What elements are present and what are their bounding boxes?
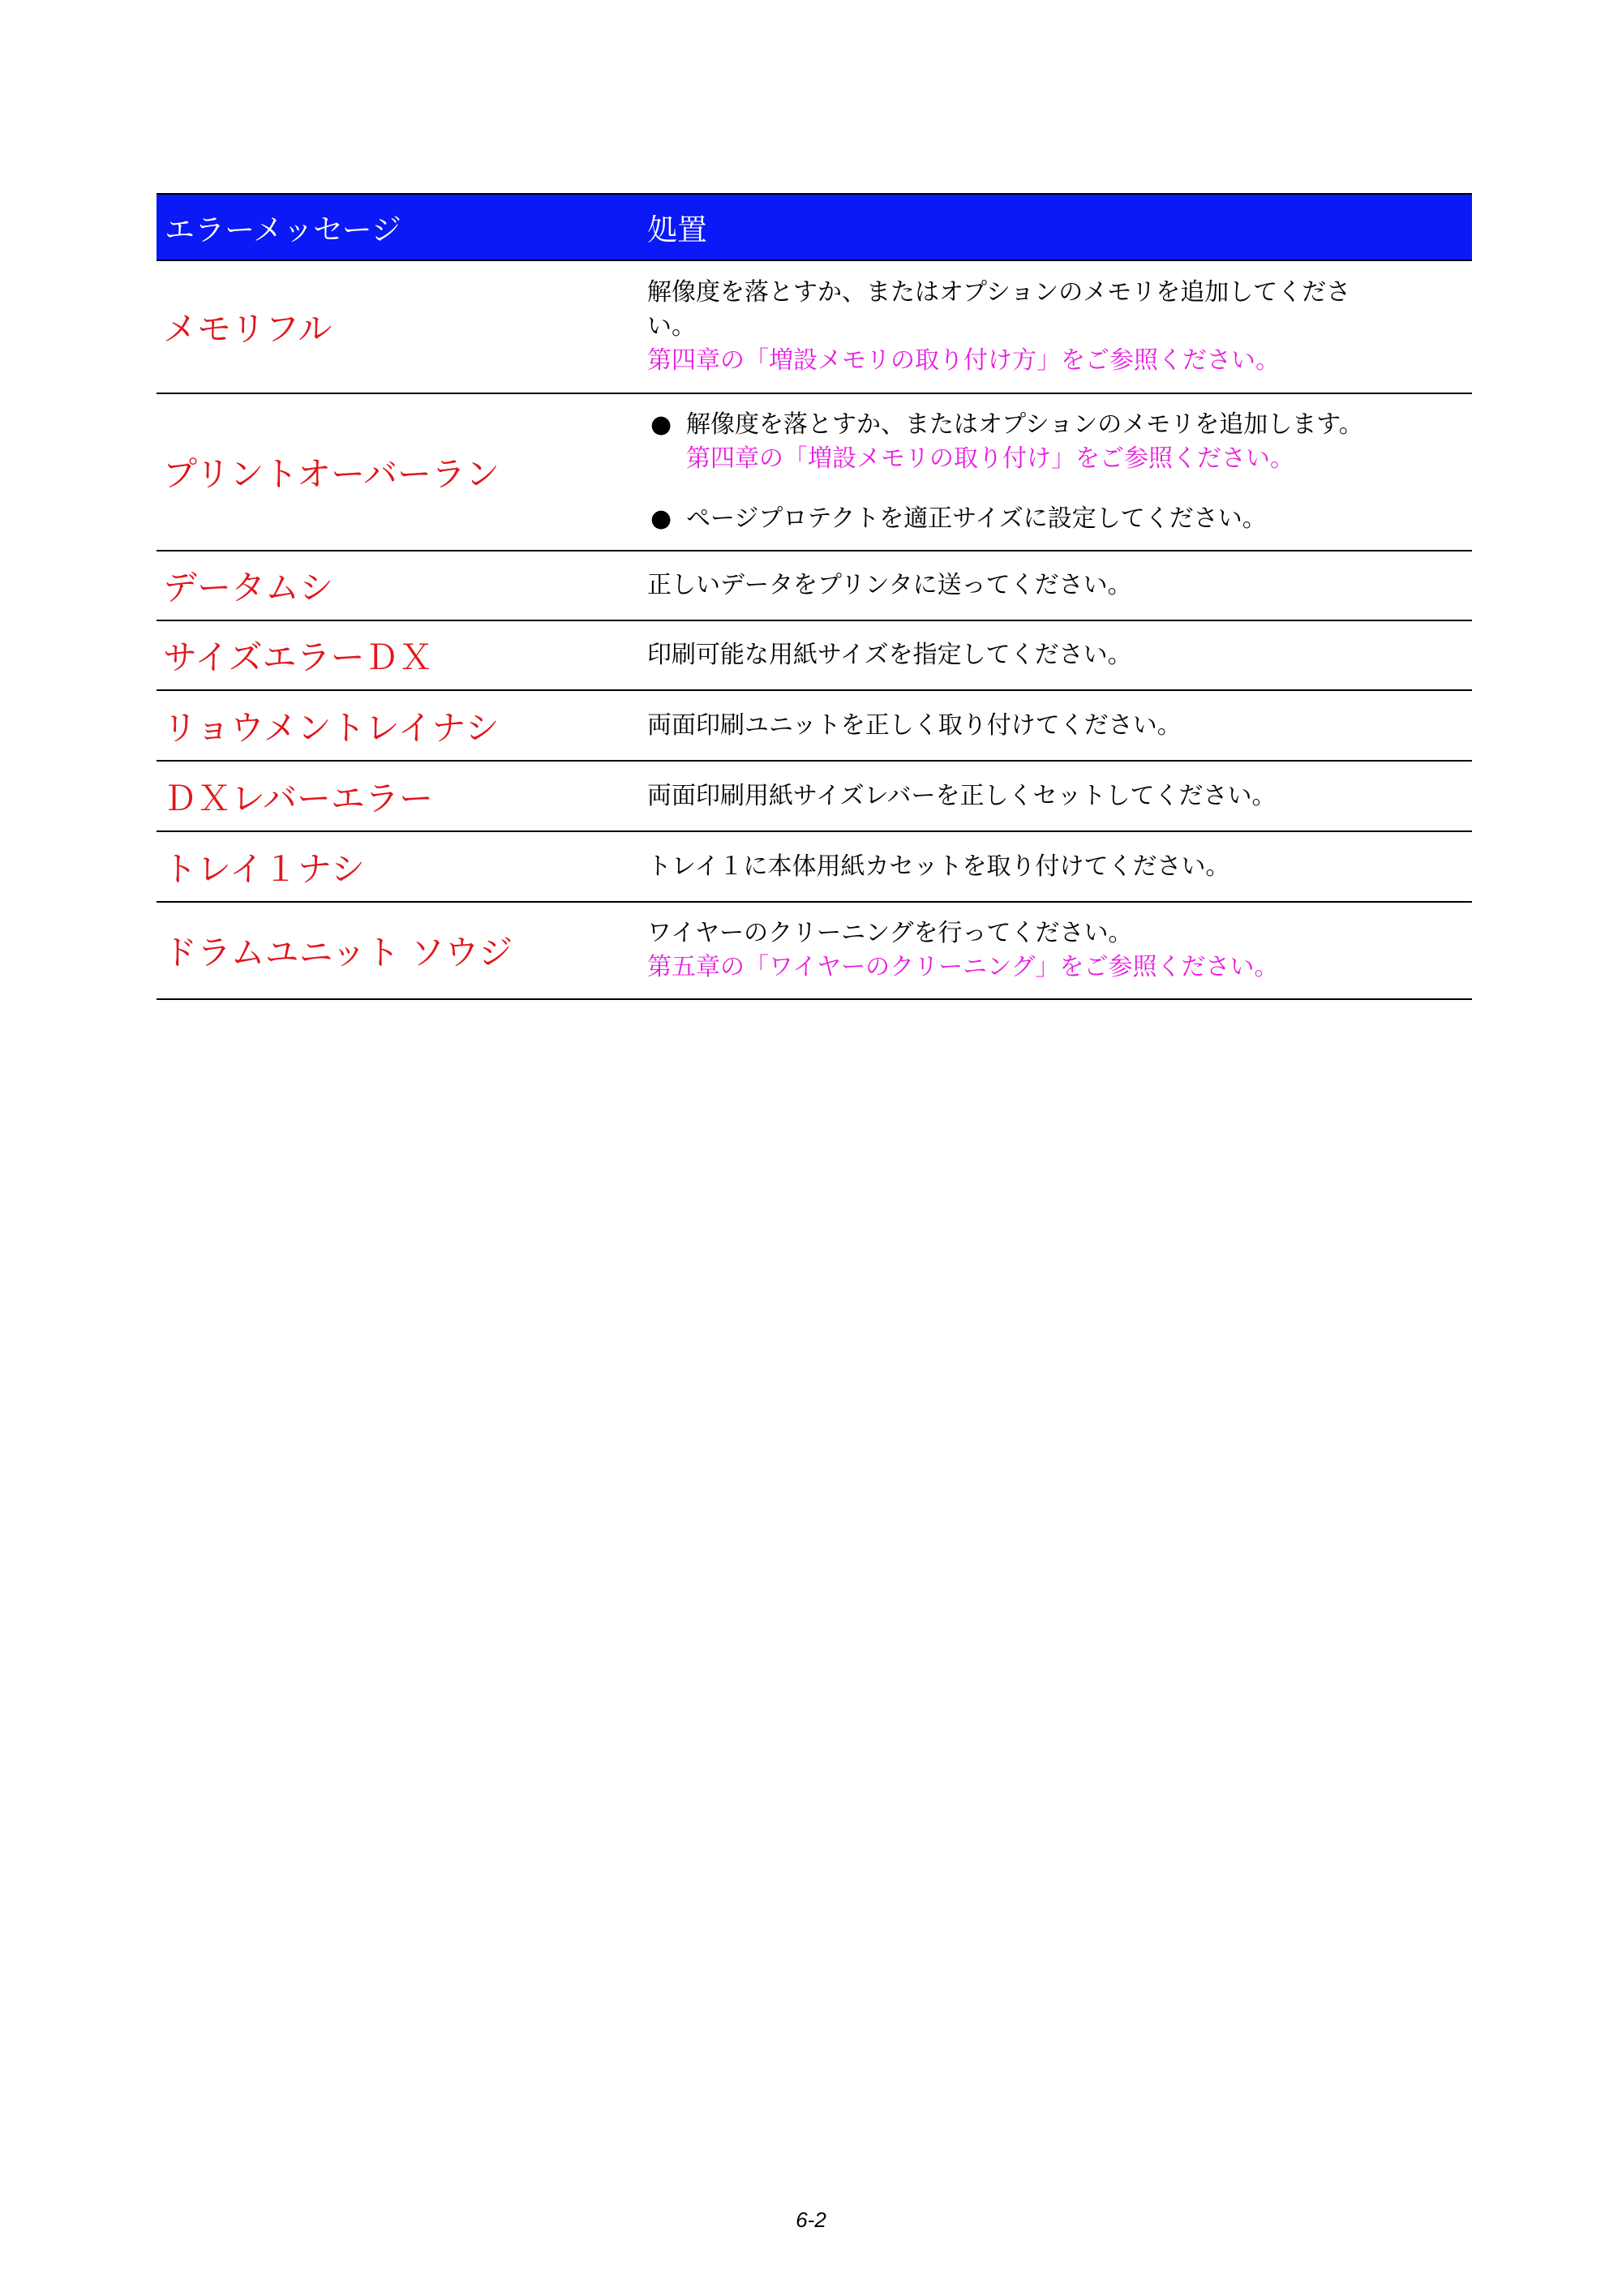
table-row: [157, 260, 1472, 393]
list-item: [647, 408, 1472, 476]
table-row: [157, 831, 1472, 902]
table-row: [157, 620, 1472, 690]
action-cell: [639, 393, 1472, 551]
table-row: [157, 690, 1472, 761]
reference-text: 第四章の「増設メモリの取り付け」をご参照ください。: [686, 444, 1294, 473]
error-message: トレイ１ナシ: [157, 831, 639, 902]
list-item: [647, 502, 1472, 536]
error-message: ＤＸレバーエラー: [157, 761, 639, 831]
error-message-table: [157, 193, 1472, 1000]
table-row: [157, 393, 1472, 551]
table-row: [157, 761, 1472, 831]
bullet-icon: ●: [650, 410, 672, 439]
page-number: 6-2: [796, 2208, 826, 2232]
error-message: ドラムユニット ソウジ: [157, 902, 639, 999]
action-text: 両面印刷ユニットを正しく取り付けてください。: [639, 690, 1472, 761]
error-message: プリントオーバーラン: [157, 393, 639, 551]
action-text: 解像度を落とすか、またはオプションのメモリを追加してくださ: [647, 278, 1351, 307]
action-cell: [639, 260, 1472, 393]
action-text: 両面印刷用紙サイズレバーを正しくセットしてください。: [639, 761, 1472, 831]
action-text: 正しいデータをプリンタに送ってください。: [639, 551, 1472, 620]
table-row: [157, 551, 1472, 620]
error-message: データムシ: [157, 551, 639, 620]
table-header-row: [157, 194, 1472, 260]
action-cell: [639, 902, 1472, 999]
action-text: ページプロテクトを適正サイズに設定してください。: [686, 504, 1267, 533]
header-action: 処置: [639, 194, 1472, 260]
reference-text: 第四章の「増設メモリの取り付け方」をご参照ください。: [647, 346, 1280, 375]
bullet-icon: ●: [650, 504, 672, 533]
bullet-list: [647, 408, 1472, 536]
table-row: [157, 902, 1472, 999]
action-text: い。: [647, 312, 696, 341]
action-text: 印刷可能な用紙サイズを指定してください。: [639, 620, 1472, 690]
reference-text: 第五章の「ワイヤーのクリーニング」をご参照ください。: [647, 953, 1279, 981]
action-text: 解像度を落とすか、またはオプションのメモリを追加します。: [686, 410, 1363, 439]
error-message: メモリフル: [157, 260, 639, 393]
action-text: ワイヤーのクリーニングを行ってください。: [647, 919, 1133, 947]
error-message: リョウメントレイナシ: [157, 690, 639, 761]
action-text: トレイ１に本体用紙カセットを取り付けてください。: [639, 831, 1472, 902]
error-message: サイズエラーＤＸ: [157, 620, 639, 690]
header-error-message: エラーメッセージ: [157, 194, 639, 260]
